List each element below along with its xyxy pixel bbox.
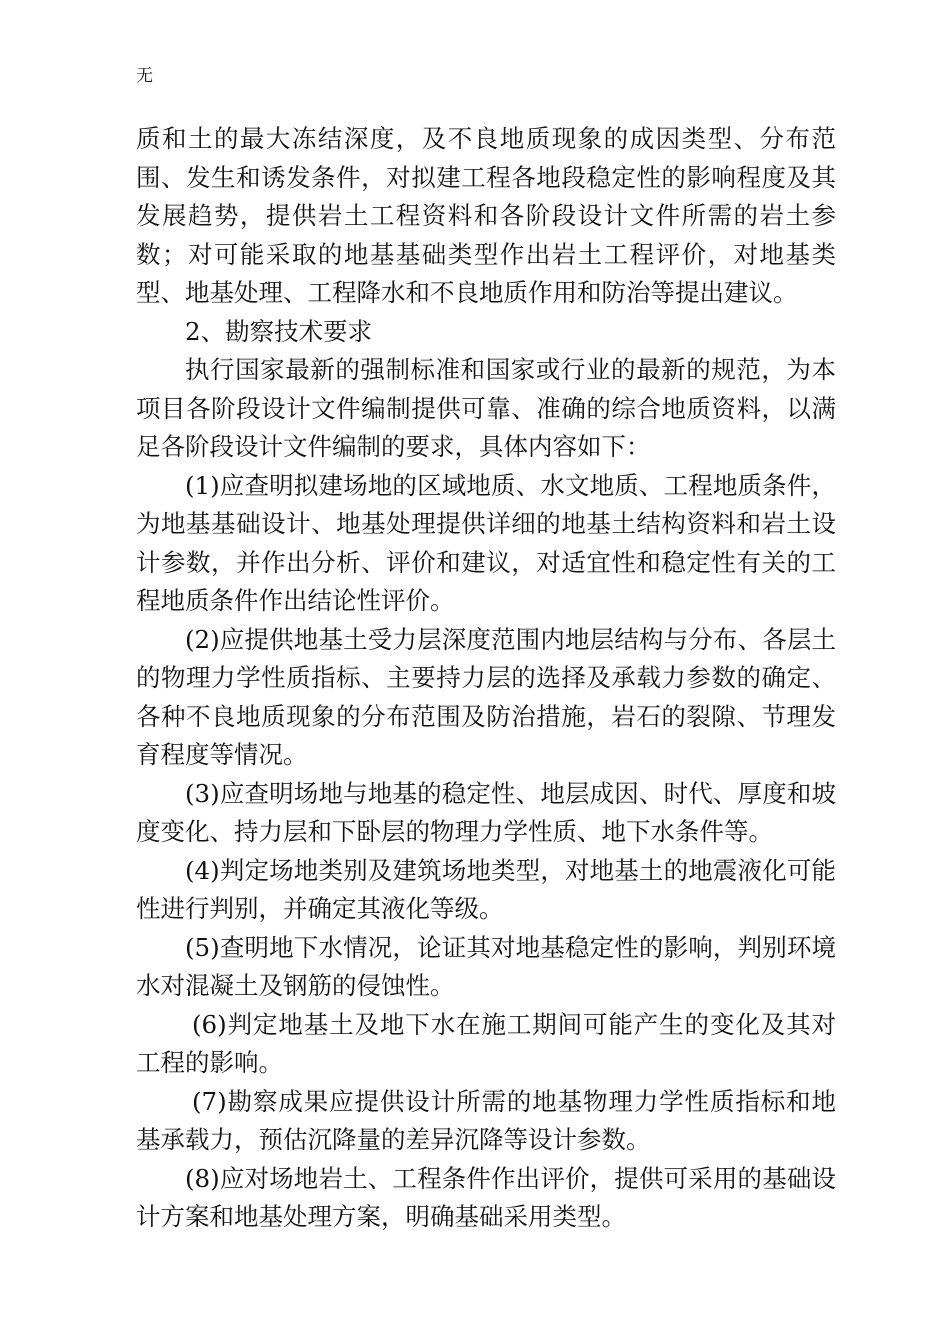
list-item-2: (2)应提供地基土受力层深度范围内地层结构与分布、各层土的物理力学性质指标、主要持力层的选择及承载力参数的确定、各种不良地质现象的分布范围及防治措施，岩石的裂隙、节理发育程度等情况。 [136,624,836,769]
section-heading-survey-requirements: 2、勘察技术要求 [185,316,373,346]
list-item-7: (7)勘察成果应提供设计所需的地基物理力学性质指标和地基承载力，预估沉降量的差异沉降等设计参数。 [136,1086,836,1154]
list-item-6: (6)判定地基土及地下水在施工期间可能产生的变化及其对工程的影响。 [136,1009,836,1077]
list-item-5: (5)查明地下水情况，论证其对地基稳定性的影响，判别环境水对混凝土及钢筋的侵蚀性。 [136,932,836,1000]
list-item-1: (1)应查明拟建场地的区域地质、水文地质、工程地质条件，为地基基础设计、地基处理提供详细的地基土结构资料和岩土设计参数，并作出分析、评价和建议，对适宜性和稳定性有关的工程地质条件作出结论性评价。 [136,470,836,615]
page-header: 无 [136,66,153,86]
paragraph-intro: 执行国家最新的强制标准和国家或行业的最新的规范，为本项目各阶段设计文件编制提供可靠、准确的综合地质资料，以满足各阶段设计文件编制的要求，具体内容如下： [136,355,836,461]
paragraph-continuation: 质和土的最大冻结深度，及不良地质现象的成因类型、分布范围、发生和诱发条件，对拟建工程各地段稳定性的影响程度及其发展趋势，提供岩土工程资料和各阶段设计文件所需的岩土参数；对可能采取的地基基础类型作出岩土工程评价，对地基类型、地基处理、工程降水和不良地质作用和防治等提出建议。 [136,124,836,307]
list-item-3: (3)应查明场地与地基的稳定性、地层成因、时代、厚度和坡度变化、持力层和下卧层的物理力学性质、地下水条件等。 [136,778,836,846]
list-item-4: (4)判定场地类别及建筑场地类型，对地基土的地震液化可能性进行判别，并确定其液化等级。 [136,855,836,923]
list-item-8: (8)应对场地岩土、工程条件作出评价，提供可采用的基础设计方案和地基处理方案，明确基础采用类型。 [136,1163,836,1231]
document-body [136,120,836,1237]
